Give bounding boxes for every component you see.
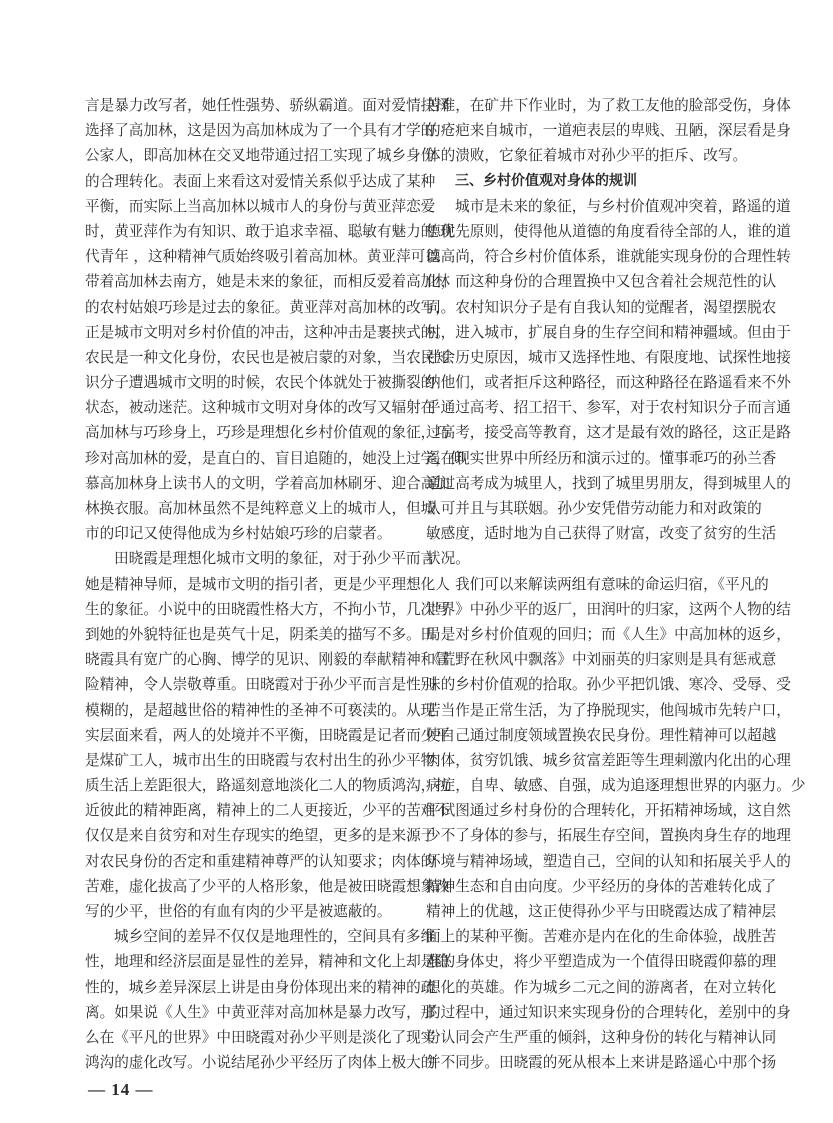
- text-line: 认可并且与其联姻。孙少安凭借劳动能力和对政策的: [426, 500, 762, 517]
- text-line: 到她的外貌特征也是英气十足，阴柔美的描写不多。田: [85, 625, 436, 643]
- text-line: 是煤矿工人，城市出生的田晓霞与农村出生的孙少平物: [85, 751, 436, 769]
- text-line: 过高考，接受高等教育，这才是最有效的路径，这正是路: [426, 424, 791, 442]
- text-line: 德优先原则，使得他从道德的角度看待全部的人，谁的道: [426, 222, 791, 240]
- text-line: 质生活上差距很大，路遥刻意地淡化二人的物质鸿沟，拉: [85, 777, 450, 795]
- text-line: 的过程中，通过知识来实现身份的合理转化，差别中的身: [426, 1003, 791, 1021]
- text-line: 难的身体史，将少平塑造成为一个值得田晓霞仰慕的理: [426, 953, 777, 971]
- text-line: 遥在现实世界中所经历和演示过的。懂事乖巧的孙兰香: [426, 449, 777, 467]
- text-line: 纳他们，或者拒斥这种路径，而这种路径在路遥看来不外: [426, 374, 791, 392]
- text-line: 么在《平凡的世界》中田晓霞对孙少平则是淡化了现实: [85, 1028, 436, 1046]
- text-line: 公家人，即高加林在交叉地带通过招工实现了城乡身份: [85, 147, 436, 165]
- text-line: 带着高加林去南方，她是未来的象征，而相反爱着高加林: [85, 273, 450, 291]
- text-line: 苦难，虚化拔高了少平的人格形象，他是被田晓霞想象改: [85, 877, 450, 895]
- text-column-right: [426, 93, 806, 1075]
- text-line: 写的少平，世俗的有血有肉的少平是被遮蔽的。: [85, 903, 392, 920]
- text-line: 德高尚，符合乡村价值体系，谁就能实现身份的合理性转: [426, 248, 791, 266]
- text-line: 城乡空间的差异不仅仅是地理性的，空间具有多维: [114, 928, 436, 946]
- text-line: 仅仅是来自贫穷和对生存现实的绝望，更多的是来源于: [85, 827, 436, 845]
- text-line: 选择了高加林，这是因为高加林成为了一个具有才学的: [85, 122, 436, 140]
- text-line: 田晓霞是理想化城市文明的象征，对于孙少平而言: [114, 550, 436, 568]
- text-line: 她是精神导师，是城市文明的指引者，更是少平理想化人: [85, 575, 450, 593]
- text-line: 城市是未来的象征，与乡村价值观冲突着，路遥的道: [455, 197, 791, 215]
- text-line: 化，而这种身份的合理置换中又包含着社会规范性的认: [426, 273, 777, 291]
- text-line: 面上的某种平衡。苦难亦是内在化的生命体验，战胜苦: [426, 928, 777, 946]
- text-line: 平衡，而实际上当高加林以城市人的身份与黄亚萍恋爱: [85, 197, 436, 215]
- text-line: 晓霞具有宽广的心胸、博学的见识、刚毅的奉献精神和冒: [85, 651, 450, 669]
- section-heading: 三、乡村价值观对身体的规训: [455, 172, 637, 189]
- text-line: 乎通过高考、招工招干、参军，对于农村知识分子而言通: [426, 399, 791, 417]
- text-line: 近彼此的精神距离，精神上的二人更接近，少平的苦难不: [85, 802, 450, 820]
- text-line: 识分子遭遇城市文明的时候，农民个体就处于被撕裂的: [85, 374, 436, 392]
- text-line: 环境与精神场域，塑造自己，空间的认知和拓展关乎人的: [426, 852, 791, 870]
- text-line: 状况。: [426, 550, 470, 568]
- text-line: 少不了身体的参与，拓展生存空间，置换肉身生存的地理: [426, 827, 791, 845]
- text-line: 使自己通过制度领域置换农民身份。理性精神可以超越: [426, 726, 777, 744]
- text-line: 慕高加林身上读书人的文明，学着高加林刷牙、迎合高加: [85, 474, 450, 492]
- text-line: 珍对高加林的爱，是直白的、盲目追随的，她没上过学，仰: [85, 449, 465, 467]
- text-line: 平试图通过乡村身份的合理转化，开拓精神场域，这自然: [426, 802, 791, 820]
- text-line: 性，地理和经济层面是显性的差异，精神和文化上却是隐: [85, 953, 450, 971]
- text-line: 世界》中孙少平的返厂，田润叶的归家，这两个人物的结: [426, 600, 791, 618]
- text-line: 状态，被动迷茫。这种城市文明对身体的改写又辐射在: [85, 399, 436, 417]
- text-line: 林换衣服。高加林虽然不是纯粹意义上的城市人，但城: [85, 500, 436, 517]
- text-line: 份认同会产生严重的倾斜，这种身份的转化与精神认同: [426, 1028, 777, 1046]
- text-line: 苦难，在矿井下作业时，为了救工友他的脸部受伤，身体: [426, 97, 791, 114]
- text-line: 正是城市文明对乡村价值的冲击，这种冲击是裹挟式的。: [85, 323, 450, 341]
- text-line: 精神生态和自由向度。少平经历的身体的苦难转化成了: [426, 877, 777, 895]
- text-line: 的疮疤来自城市，一道疤表层的卑贱、丑陋，深层看是身: [426, 122, 791, 140]
- text-line: 代青年 ，这种精神气质始终吸引着高加林。黄亚萍可以: [85, 248, 440, 266]
- text-line: 并不同步。田晓霞的死从根本上来讲是路遥心中那个扬: [426, 1054, 777, 1072]
- text-line: 实层面来看，两人的处境并不平衡，田晓霞是记者而少平: [85, 726, 450, 744]
- text-line: 险精神，令人崇敬尊重。田晓霞对于孙少平而言是性别: [85, 676, 436, 694]
- text-line: 高加林与巧珍身上，巧珍是理想化乡村价值观的象征，巧: [85, 424, 450, 442]
- text-line: 局是对乡村价值观的回归；而《人生》中高加林的返乡，: [426, 625, 791, 643]
- text-line: 味的乡村价值观的拾取。孙少平把饥饿、寒冷、受辱、受: [426, 676, 791, 694]
- text-line: 肉体，贫穷饥饿、城乡贫富差距等生理刺激内化出的心理: [426, 751, 791, 769]
- text-line: 《荒野在秋风中飘落》中刘丽英的归家则是具有惩戒意: [426, 651, 777, 669]
- text-line: 精神上的优越，这正使得孙少平与田晓霞达成了精神层: [426, 903, 777, 920]
- text-line: 苦当作是正常生活，为了挣脱现实，他闯城市先转户口，: [426, 701, 791, 719]
- text-line: 想化的英雄。作为城乡二元之间的游离者，在对立转化: [426, 978, 777, 996]
- text-line: 离。如果说《人生》中黄亚萍对高加林是暴力改写，那: [85, 1003, 436, 1021]
- text-line: 性的，城乡差异深层上讲是由身份体现出来的精神的疏: [85, 978, 436, 996]
- text-line: 我们可以来解读两组有意味的命运归宿，《平凡的: [455, 575, 769, 593]
- text-line: 体的溃败，它象征着城市对孙少平的拒斥、改写。: [426, 147, 748, 165]
- text-line: 言是暴力改写者，她任性强势、骄纵霸道。面对爱情抉择: [85, 97, 450, 114]
- text-line: 模糊的，是超越世俗的精神性的圣神不可亵渎的。从现: [85, 701, 436, 719]
- text-line: 农民是一种文化身份，农民也是被启蒙的对象，当农民知: [85, 348, 450, 366]
- text-line: 的合理转化。表面上来看这对爱情关系似乎达成了某种: [85, 172, 436, 190]
- text-line: 病症，自卑、敏感、自强，成为追逐理想世界的内驱力。少: [426, 777, 806, 795]
- text-line: 鸿沟的虚化改写。小说结尾孙少平经历了肉体上极大的: [85, 1054, 436, 1072]
- text-line: 社会历史原因，城市又选择性地、有限度地、试探性地接: [426, 348, 791, 366]
- text-line: 市的印记又使得他成为乡村姑娘巧珍的启蒙者。: [85, 525, 392, 543]
- text-line: 的农村姑娘巧珍是过去的象征。黄亚萍对高加林的改写，: [85, 298, 450, 316]
- text-line: 同。农村知识分子是有自我认知的觉醒者，渴望摆脱农: [426, 298, 777, 316]
- text-line: 村，进入城市，扩展自身的生存空间和精神疆域。但由于: [426, 323, 791, 341]
- text-line: 时，黄亚萍作为有知识、敢于追求幸福、聪敏有魅力的 现: [85, 222, 455, 240]
- text-line: 敏感度，适时地为自己获得了财富，改变了贫穷的生活: [426, 525, 777, 543]
- page-number: — 14 —: [88, 1080, 154, 1099]
- text-line: 生的象征。小说中的田晓霞性格大方，不拘小节，几次写: [85, 600, 450, 618]
- text-line: 对农民身份的否定和重建精神尊严的认知要求；肉体的: [85, 852, 436, 870]
- text-line: 通过高考成为城里人，找到了城里男朋友，得到城里人的: [426, 474, 791, 492]
